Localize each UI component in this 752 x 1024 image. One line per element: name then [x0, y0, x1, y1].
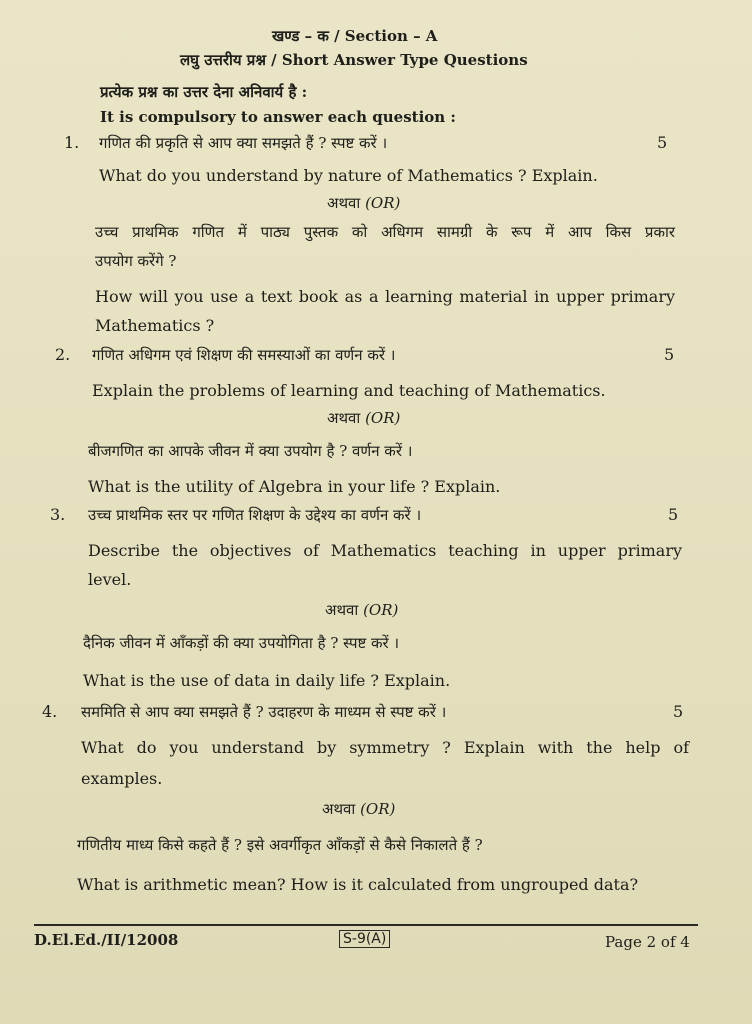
question-1-alt-hindi-line2: उपयोग करेंगे ? — [95, 252, 177, 270]
question-4-alt-english: What is arithmetic mean? How is it calculated from ungrouped data? — [77, 875, 639, 894]
page-number: Page 2 of 4 — [605, 933, 690, 951]
or-separator-2: अथवा (OR) — [327, 409, 401, 427]
question-3-english-line1: Describe the objectives of Mathematics teaching in upper primary — [88, 541, 682, 560]
question-4-number: 4. — [42, 702, 58, 721]
question-2-alt-hindi: बीजगणित का आपके जीवन में क्या उपयोग है ? वर्णन करें । — [88, 442, 413, 460]
question-3-english-line2: level. — [88, 570, 132, 589]
question-4-alt-hindi: गणितीय माध्य किसे कहते हैं ? इसे अवर्गीकृत आँकड़ों से कैसे निकालते हैं ? — [77, 836, 483, 854]
section-subtitle: लघु उत्तरीय प्रश्न / Short Answer Type Questions — [180, 51, 528, 69]
question-3-alt-hindi: दैनिक जीवन में आँकड़ों की क्या उपयोगिता है ? स्पष्ट करें । — [83, 634, 400, 652]
question-4-english-line2: examples. — [81, 769, 163, 788]
question-1-marks: 5 — [657, 133, 668, 152]
footer-rule — [34, 924, 698, 926]
instruction-english: It is compulsory to answer each question : — [100, 108, 456, 126]
or-separator-1: अथवा (OR) — [327, 194, 401, 212]
question-1-hindi: गणित की प्रकृति से आप क्या समझते हैं ? स्पष्ट करें । — [99, 134, 388, 152]
question-2-marks: 5 — [664, 345, 675, 364]
question-3-marks: 5 — [668, 505, 679, 524]
question-4-marks: 5 — [673, 702, 684, 721]
section-heading: खण्ड – क / Section – A — [272, 27, 438, 45]
question-3-number: 3. — [50, 505, 66, 524]
question-4-hindi: सममिति से आप क्या समझते हैं ? उदाहरण के माध्यम से स्पष्ट करें । — [81, 703, 447, 721]
course-code: D.El.Ed./II/12008 — [34, 931, 179, 949]
or-separator-4: अथवा (OR) — [322, 800, 396, 818]
instruction-hindi: प्रत्येक प्रश्न का उत्तर देना अनिवार्य है : — [100, 83, 308, 101]
question-3-alt-english: What is the use of data in daily life ? Explain. — [83, 671, 451, 690]
question-1-number: 1. — [64, 133, 80, 152]
question-2-alt-english: What is the utility of Algebra in your life ? Explain. — [88, 477, 501, 496]
question-4-english-line1: What do you understand by symmetry ? Explain with the help of — [81, 738, 689, 757]
question-2-english: Explain the problems of learning and teaching of Mathematics. — [92, 381, 606, 400]
question-1-alt-english-line1: How will you use a text book as a learning material in upper primary — [95, 287, 675, 306]
question-1-alt-hindi-line1: उच्च प्राथमिक गणित में पाठ्य पुस्तक को अधिगम सामग्री के रूप में आप किस प्रकार — [95, 223, 675, 241]
or-separator-3: अथवा (OR) — [325, 601, 399, 619]
question-2-hindi: गणित अधिगम एवं शिक्षण की समस्याओं का वर्णन करें । — [92, 346, 396, 364]
question-1-alt-english-line2: Mathematics ? — [95, 316, 215, 335]
question-1-english: What do you understand by nature of Mathematics ? Explain. — [99, 166, 598, 185]
paper-code-box: S-9(A) — [339, 930, 390, 948]
question-3-hindi: उच्च प्राथमिक स्तर पर गणित शिक्षण के उद्देश्य का वर्णन करें । — [88, 506, 422, 524]
question-2-number: 2. — [55, 345, 71, 364]
